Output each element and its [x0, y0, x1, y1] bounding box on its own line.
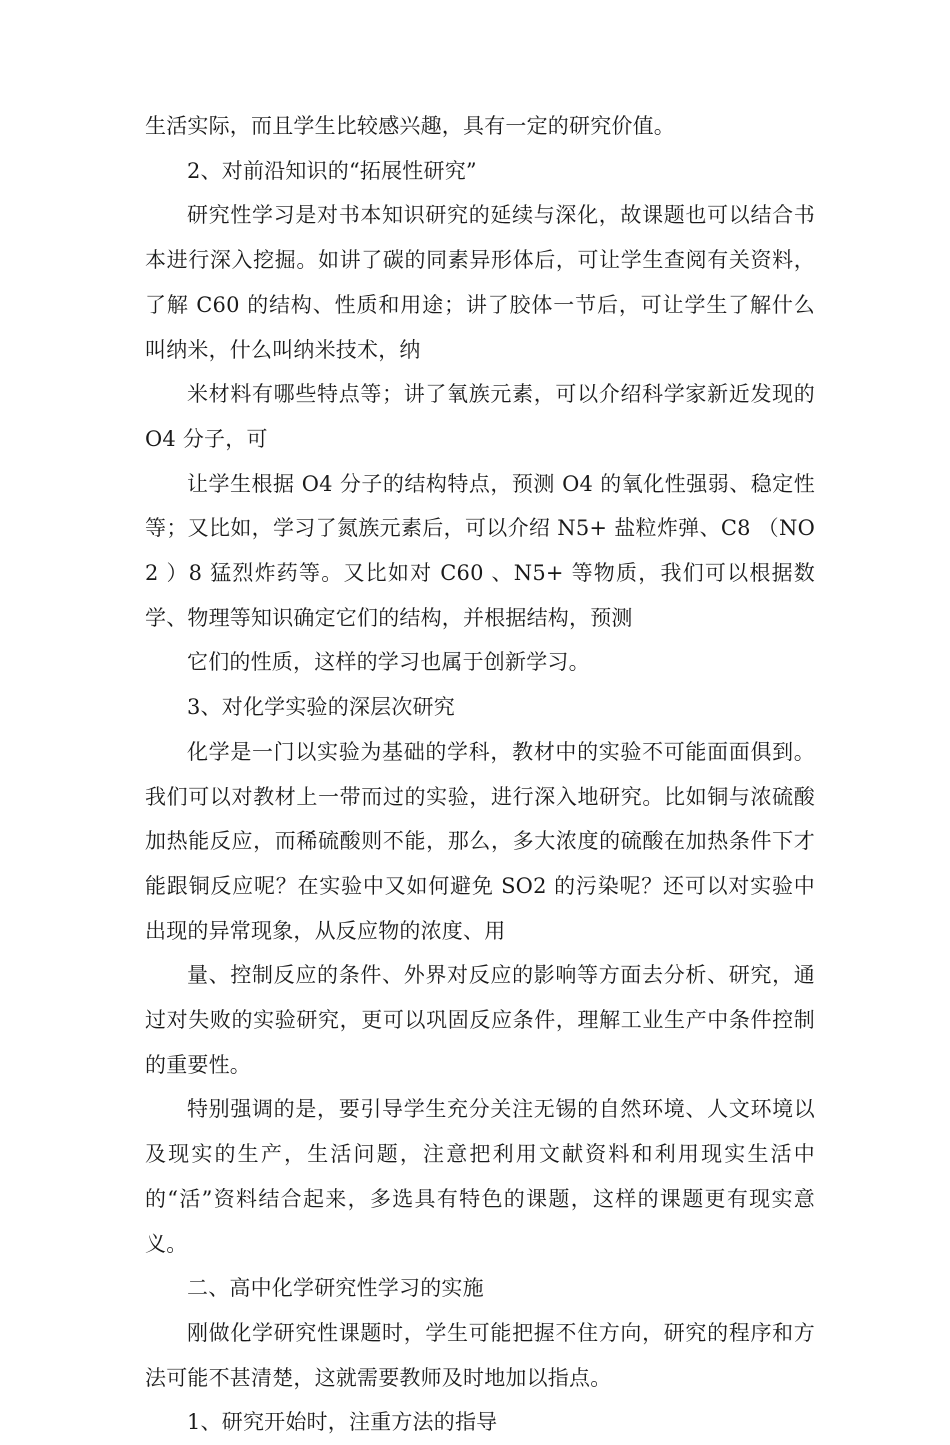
section-heading-3: 3、对化学实验的深层次研究 [187, 695, 455, 720]
section-heading-part-2: 二、高中化学研究性学习的实施 [187, 1276, 484, 1301]
paragraph-1: 生活实际，而且学生比较感兴趣，具有一定的研究价值。 [145, 114, 675, 138]
section-heading-1: 1、研究开始时，注重方法的指导 [187, 1410, 498, 1435]
paragraph-4: 米材料有哪些特点等；讲了氧族元素，可以介绍科学家新近发现的 O4 分子，可 [145, 382, 815, 451]
section-heading-2: 2、对前沿知识的“拓展性研究” [187, 158, 477, 183]
paragraph-5: 让学生根据 O4 分子的结构特点，预测 O4 的氧化性强弱、稳定性等；又比如，学习了氮族元素后，可以介绍 N5+ 盐粒炸弹、C8 （NO2 ）8 猛烈炸药等。又比如对 C60 、N5+ 等物质，我们可以根据数学、物理等知识确定它们的结构，并根据结构，预测 [145, 471, 815, 630]
paragraph-8: 化学是一门以实验为基础的学科，教材中的实验不可能面面俱到。我们可以对教材上一带而过的实验，进行深入地研究。比如铜与浓硫酸加热能反应，而稀硫酸则不能，那么，多大浓度的硫酸在加热条件下才能跟铜反应呢？在实验中又如何避免 SO2 的污染呢？还可以对实验中出现的异常现象，从反应物的浓度、用 [145, 739, 815, 943]
paragraph-10: 特别强调的是，要引导学生充分关注无锡的自然环境、人文环境以及现实的生产，生活问题，注意把利用文献资料和利用现实生活中的“活”资料结合起来，多选具有特色的课题，这样的课题更有现实意义。 [145, 1097, 815, 1256]
paragraph-6: 它们的性质，这样的学习也属于创新学习。 [187, 650, 590, 675]
paragraph-3: 研究性学习是对书本知识研究的延续与深化，故课题也可以结合书本进行深入挖掘。如讲了碳的同素异形体后，可让学生查阅有关资料，了解 C60 的结构、性质和用途；讲了胶体一节后，可让学生了解什么叫纳米，什么叫纳米技术，纳 [145, 203, 815, 362]
document-body [145, 104, 815, 1445]
paragraph-12: 刚做化学研究性课题时，学生可能把握不住方向，研究的程序和方法可能不甚清楚，这就需要教师及时地加以指点。 [145, 1320, 815, 1390]
paragraph-9: 量、控制反应的条件、外界对反应的影响等方面去分析、研究，通过对失败的实验研究，更可以巩固反应条件，理解工业生产中条件控制的重要性。 [145, 963, 815, 1077]
